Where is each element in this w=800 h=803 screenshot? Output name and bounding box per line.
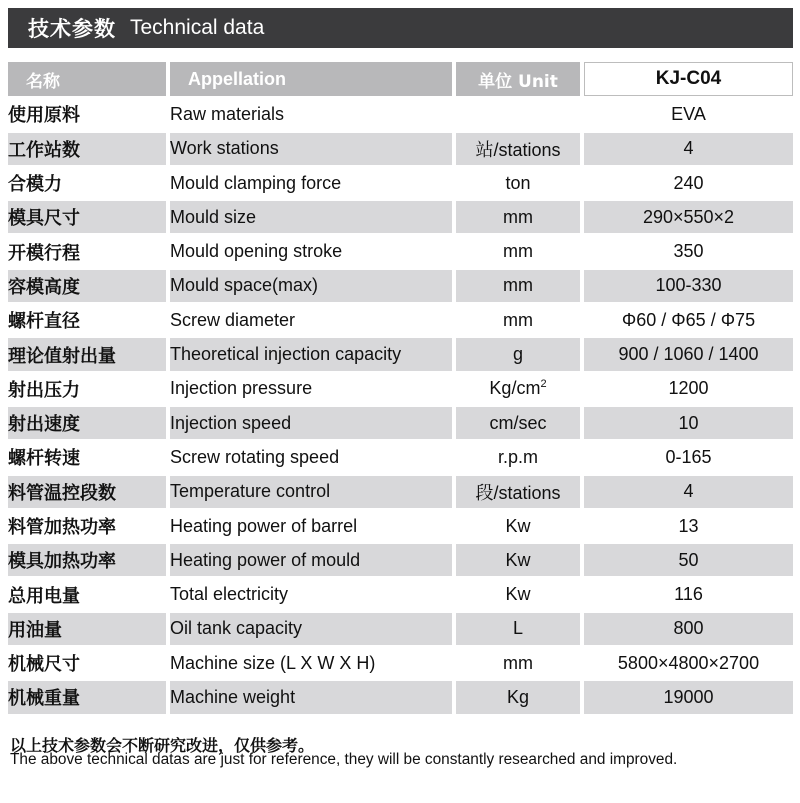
row-name-en: Work stations [170,133,456,165]
row-value: 800 [584,613,793,645]
row-name-cn: 理论值射出量 [8,338,170,370]
row-value: 4 [584,476,793,508]
table-row [8,544,793,576]
row-unit: cm/sec [456,407,584,439]
table-row [8,578,793,610]
row-name-cn: 机械重量 [8,681,170,713]
row-name-en: Theoretical injection capacity [170,338,456,370]
row-name-en: Mould opening stroke [170,235,456,267]
row-value: 50 [584,544,793,576]
table-row [8,441,793,473]
row-name-cn: 料管加热功率 [8,510,170,542]
table-row [8,613,793,645]
row-unit: mm [456,270,584,302]
table-row [8,338,793,370]
row-name-cn: 料管温控段数 [8,476,170,508]
row-name-cn: 机械尺寸 [8,647,170,679]
table-row [8,270,793,302]
row-value: 116 [584,578,793,610]
row-name-cn: 模具加热功率 [8,544,170,576]
row-name-en: Temperature control [170,476,456,508]
title-bar [8,8,793,48]
row-name-cn: 射出压力 [8,373,170,405]
table-row [8,510,793,542]
title-en: Technical data [130,16,265,39]
table-header-row [8,62,793,96]
row-name-en: Heating power of mould [170,544,456,576]
header-en: Appellation [170,62,456,96]
row-name-cn: 模具尺寸 [8,201,170,233]
row-unit [456,98,584,130]
row-name-cn: 用油量 [8,613,170,645]
row-name-en: Mould space(max) [170,270,456,302]
row-name-cn: 螺杆转速 [8,441,170,473]
row-name-en: Screw rotating speed [170,441,456,473]
row-name-cn: 射出速度 [8,407,170,439]
row-unit: r.p.m [456,441,584,473]
row-name-cn: 使用原料 [8,98,170,130]
row-name-en: Injection pressure [170,373,456,405]
row-name-cn: 工作站数 [8,133,170,165]
row-value: 19000 [584,681,793,713]
row-unit: Kg [456,681,584,713]
row-value: 4 [584,133,793,165]
row-unit: L [456,613,584,645]
table-row [8,167,793,199]
row-value: 900 / 1060 / 1400 [584,338,793,370]
row-name-en: Screw diameter [170,304,456,336]
row-value: Φ60 / Φ65 / Φ75 [584,304,793,336]
table-row [8,133,793,165]
row-name-en: Machine size (L X W X H) [170,647,456,679]
table-row [8,476,793,508]
table-row [8,98,793,130]
row-name-en: Oil tank capacity [170,613,456,645]
technical-data-table [8,60,793,716]
row-value: 290×550×2 [584,201,793,233]
row-unit: mm [456,235,584,267]
unit-text: Kg/cm [489,378,541,399]
row-value: EVA [584,98,793,130]
row-unit [456,373,584,405]
row-unit: g [456,338,584,370]
row-value: 240 [584,167,793,199]
row-name-en: Mould clamping force [170,167,456,199]
title-cn: 技术参数 [28,17,116,41]
row-name-en: Machine weight [170,681,456,713]
table-row [8,681,793,713]
row-unit: mm [456,304,584,336]
row-name-cn: 开模行程 [8,235,170,267]
row-name-en: Injection speed [170,407,456,439]
row-value: 5800×4800×2700 [584,647,793,679]
header-unit: 单位 Unit [456,62,584,96]
row-unit: Kw [456,510,584,542]
row-unit: ton [456,167,584,199]
table-row [8,235,793,267]
row-unit: Kw [456,544,584,576]
note-en: The above technical datas are just for reference, they will be constantly researched and improved. [10,751,678,768]
table-row [8,647,793,679]
row-name-en: Total electricity [170,578,456,610]
row-value: 13 [584,510,793,542]
table-row [8,373,793,405]
note-cn: 以上技术参数会不断研究改进，仅供参考。 [10,736,315,755]
row-unit: 站/stations [456,133,584,165]
table-row [8,304,793,336]
row-name-en: Heating power of barrel [170,510,456,542]
row-value: 10 [584,407,793,439]
row-name-en: Mould size [170,201,456,233]
row-value: 1200 [584,373,793,405]
header-cn: 名称 [8,62,170,96]
row-unit: 段/stations [456,476,584,508]
row-name-cn: 合模力 [8,167,170,199]
row-name-cn: 总用电量 [8,578,170,610]
row-value: 100-330 [584,270,793,302]
header-model: KJ-C04 [584,62,793,96]
row-name-en: Raw materials [170,98,456,130]
unit-superscript: 2 [540,378,547,391]
table-row [8,201,793,233]
row-value: 350 [584,235,793,267]
row-unit: mm [456,647,584,679]
row-value: 0-165 [584,441,793,473]
table-row [8,407,793,439]
row-unit: mm [456,201,584,233]
row-unit: Kw [456,578,584,610]
row-name-cn: 螺杆直径 [8,304,170,336]
row-name-cn: 容模高度 [8,270,170,302]
